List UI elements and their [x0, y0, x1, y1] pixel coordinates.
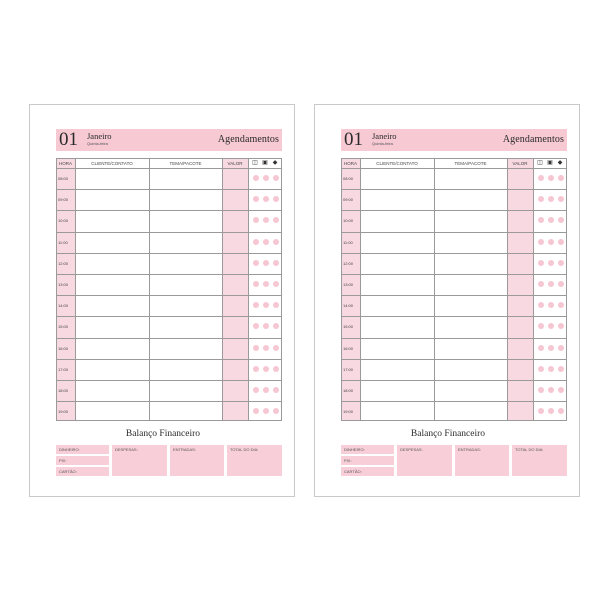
cartao-field[interactable]	[341, 467, 394, 476]
time-label: 10:00	[58, 218, 69, 224]
page-header	[341, 129, 567, 151]
cartao-label: CARTÃO:	[344, 469, 362, 474]
planner-page-right	[314, 104, 580, 497]
time-label: 15:00	[58, 324, 69, 330]
despesas-label: DESPESAS:	[400, 447, 423, 452]
table-border	[341, 158, 567, 421]
dinheiro-field[interactable]	[341, 445, 394, 454]
page-title: Agendamentos	[502, 134, 564, 145]
day-number: 01	[344, 129, 363, 150]
time-label: 09:00	[343, 197, 354, 203]
time-label: 08:00	[343, 176, 354, 181]
col-head-hora: HORA	[343, 161, 357, 166]
weekday-label: Quinta-feira	[372, 141, 393, 146]
time-label: 16:00	[58, 345, 69, 351]
time-label: 08:00	[58, 176, 69, 181]
entradas-label: ENTRADAS:	[173, 447, 196, 452]
time-label: 19:00	[58, 409, 69, 415]
cake-icon: ▣	[547, 160, 553, 166]
time-label: 11:00	[343, 239, 353, 245]
total-label: TOTAL DO DIA:	[230, 447, 259, 452]
time-label: 17:00	[58, 366, 69, 372]
weekday-label: Quinta-feira	[87, 141, 108, 146]
despesas-label: DESPESAS:	[115, 447, 138, 452]
col-head-hora: HORA	[58, 161, 72, 166]
page-header	[56, 129, 282, 151]
entradas-field[interactable]	[170, 445, 224, 476]
pix-field[interactable]	[341, 456, 394, 465]
diamond-icon: ◆	[557, 160, 563, 166]
cake-icon: ▣	[262, 160, 268, 166]
schedule-table	[341, 158, 567, 421]
time-label: 18:00	[58, 388, 69, 393]
balanco-title: Balanço Financeiro	[125, 429, 201, 439]
table-border	[56, 158, 282, 421]
pix-field[interactable]	[56, 456, 109, 465]
col-head-tema: TEMA/PACOTE	[454, 161, 487, 166]
diamond-icon: ◆	[272, 160, 278, 166]
camera-icon: ◫	[537, 160, 543, 166]
time-label: 17:00	[343, 366, 354, 372]
total-dia-field[interactable]	[227, 445, 282, 476]
time-label: 15:00	[343, 324, 354, 330]
time-label: 09:00	[58, 197, 69, 203]
balanco-title: Balanço Financeiro	[410, 429, 486, 439]
entradas-label: ENTRADAS:	[458, 447, 481, 452]
time-label: 19:00	[343, 409, 354, 415]
time-label: 11:00	[58, 239, 68, 245]
pix-label: PIX:	[59, 458, 67, 463]
col-head-valor: VALOR	[227, 161, 243, 166]
day-number: 01	[59, 129, 78, 150]
entradas-field[interactable]	[455, 445, 509, 476]
schedule-table	[56, 158, 282, 421]
col-head-tema: TEMA/PACOTE	[169, 161, 202, 166]
month-label: Janeiro	[372, 131, 397, 141]
dinheiro-label: DINHEIRO:	[59, 447, 80, 452]
dinheiro-field[interactable]	[56, 445, 109, 454]
cartao-label: CARTÃO:	[59, 469, 77, 474]
pix-label: PIX:	[344, 458, 352, 463]
time-label: 18:00	[343, 388, 354, 393]
time-label: 13:00	[58, 282, 69, 287]
planner-page-left	[29, 104, 295, 497]
dinheiro-label: DINHEIRO:	[344, 447, 365, 452]
despesas-field[interactable]	[397, 445, 452, 476]
cartao-field[interactable]	[56, 467, 109, 476]
total-dia-field[interactable]	[512, 445, 567, 476]
time-label: 14:00	[58, 303, 69, 309]
time-label: 10:00	[343, 218, 354, 224]
col-head-cliente: CLIENTE/CONTATO	[376, 161, 418, 166]
time-label: 13:00	[343, 282, 354, 287]
time-label: 16:00	[343, 345, 354, 351]
month-label: Janeiro	[87, 131, 112, 141]
despesas-field[interactable]	[112, 445, 167, 476]
page-title: Agendamentos	[217, 134, 279, 145]
time-label: 12:00	[58, 260, 69, 266]
total-label: TOTAL DO DIA:	[515, 447, 544, 452]
col-head-valor: VALOR	[512, 161, 528, 166]
time-label: 14:00	[343, 303, 354, 309]
time-label: 12:00	[343, 260, 354, 266]
col-head-cliente: CLIENTE/CONTATO	[91, 161, 133, 166]
camera-icon: ◫	[252, 160, 258, 166]
